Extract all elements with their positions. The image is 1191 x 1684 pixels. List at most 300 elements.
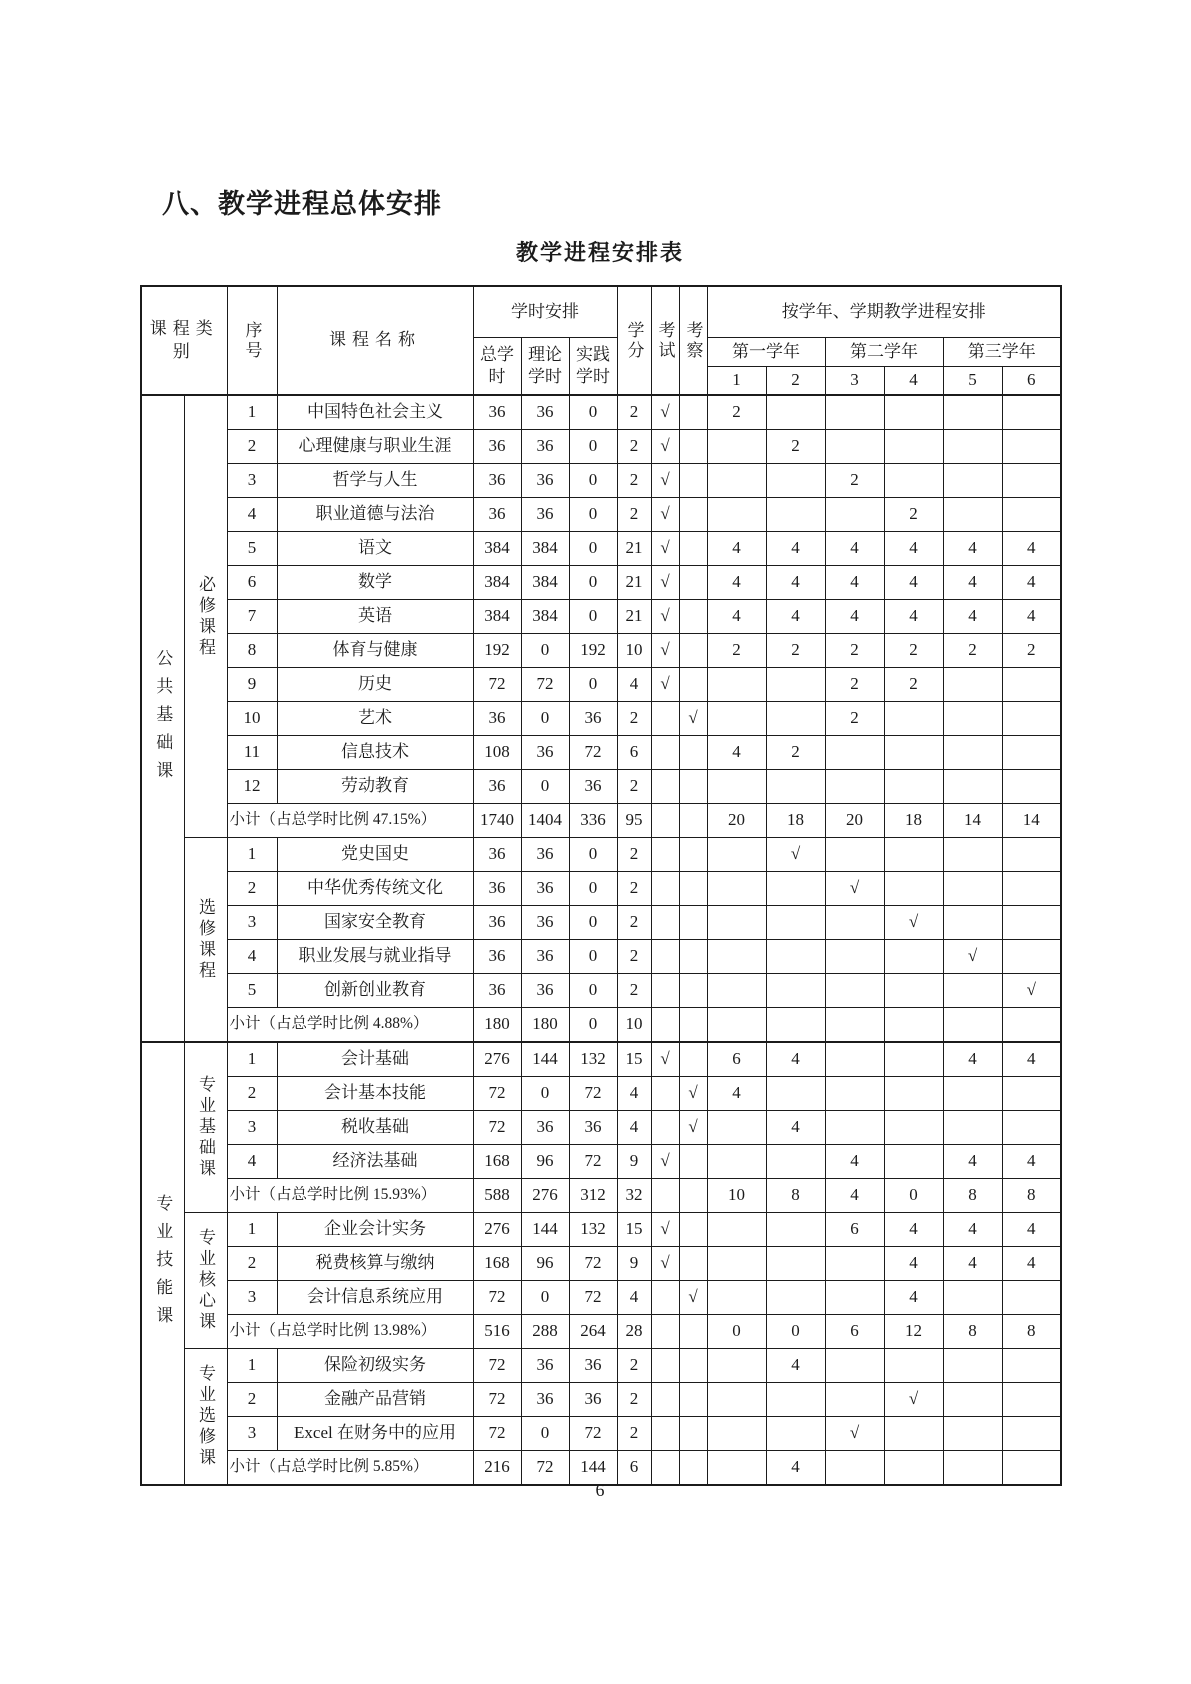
practice-hours-cell: 0 (569, 940, 617, 974)
page-number: 6 (595, 1480, 605, 1500)
semester-6-cell: 4 (1002, 532, 1061, 566)
total-hours-cell: 36 (473, 498, 521, 532)
total-hours-cell: 516 (473, 1315, 521, 1349)
practice-hours-cell: 0 (569, 1008, 617, 1043)
course-name-cell: 中国特色社会主义 (277, 395, 473, 430)
course-name-cell: 经济法基础 (277, 1145, 473, 1179)
subtotal-label-cell: 小计（占总学时比例 13.98%） (227, 1315, 473, 1349)
practice-hours-cell: 36 (569, 1349, 617, 1383)
exam-mark-cell (651, 1383, 679, 1417)
practice-hours-cell: 0 (569, 430, 617, 464)
theory-hours-cell: 36 (521, 1111, 569, 1145)
semester-5-cell (943, 1077, 1002, 1111)
semester-4-cell (884, 430, 943, 464)
assessment-mark-cell (679, 940, 707, 974)
seq-cell: 2 (227, 872, 277, 906)
seq-cell: 1 (227, 1042, 277, 1077)
semester-3-cell (825, 430, 884, 464)
course-row (141, 600, 1061, 634)
theory-hours-cell: 96 (521, 1145, 569, 1179)
total-hours-cell: 36 (473, 974, 521, 1008)
course-row (141, 532, 1061, 566)
header-exam-cell (651, 286, 679, 395)
semester-3-cell (825, 1349, 884, 1383)
semester-6-cell (1002, 1077, 1061, 1111)
table-title: 教学进程安排表 (515, 240, 684, 265)
theory-hours-cell: 36 (521, 395, 569, 430)
credits-cell: 21 (617, 566, 651, 600)
theory-hours-cell: 0 (521, 1281, 569, 1315)
semester-2-cell (766, 940, 825, 974)
semester-6-cell: 8 (1002, 1315, 1061, 1349)
seq-cell: 12 (227, 770, 277, 804)
seq-cell: 5 (227, 532, 277, 566)
practice-hours-cell: 264 (569, 1315, 617, 1349)
semester-3-cell (825, 974, 884, 1008)
subcategory-cell (184, 838, 227, 1043)
assessment-mark-cell (679, 1008, 707, 1043)
total-hours-cell: 36 (473, 430, 521, 464)
exam-mark-cell (651, 1008, 679, 1043)
semester-6-cell (1002, 838, 1061, 872)
exam-mark-cell (651, 974, 679, 1008)
semester-4-cell (884, 1077, 943, 1111)
semester-4-cell: 18 (884, 804, 943, 838)
semester-3-cell (825, 838, 884, 872)
semester-1-cell: 2 (707, 395, 766, 430)
course-row (141, 1213, 1061, 1247)
semester-6-cell: 4 (1002, 566, 1061, 600)
exam-mark-cell: √ (651, 464, 679, 498)
header-year-2-cell: 第二学年 (825, 338, 943, 367)
semester-2-cell (766, 906, 825, 940)
total-hours-cell: 72 (473, 1111, 521, 1145)
subcategory-cell (184, 1213, 227, 1349)
seq-cell: 10 (227, 702, 277, 736)
semester-3-cell: 2 (825, 668, 884, 702)
semester-3-cell (825, 1008, 884, 1043)
assessment-mark-cell (679, 1042, 707, 1077)
course-row (141, 702, 1061, 736)
seq-cell: 3 (227, 1281, 277, 1315)
semester-3-cell: 2 (825, 702, 884, 736)
semester-6-cell (1002, 395, 1061, 430)
total-hours-cell: 36 (473, 770, 521, 804)
assessment-mark-cell (679, 1145, 707, 1179)
subcategory-cell (184, 395, 227, 838)
seq-cell: 2 (227, 1247, 277, 1281)
seq-cell: 3 (227, 1417, 277, 1451)
header-theory-hours-cell: 理论学时 (521, 338, 569, 396)
practice-hours-cell: 36 (569, 1383, 617, 1417)
course-name-cell: 企业会计实务 (277, 1213, 473, 1247)
semester-5-cell (943, 702, 1002, 736)
semester-6-cell: 4 (1002, 1042, 1061, 1077)
semester-1-cell: 0 (707, 1315, 766, 1349)
course-name-cell: 税收基础 (277, 1111, 473, 1145)
semester-4-cell (884, 974, 943, 1008)
category-cell (141, 395, 184, 1042)
semester-6-cell: 2 (1002, 634, 1061, 668)
course-row (141, 1281, 1061, 1315)
practice-hours-cell: 0 (569, 464, 617, 498)
assessment-mark-cell: √ (679, 1111, 707, 1145)
semester-2-cell: 2 (766, 634, 825, 668)
semester-2-cell: 4 (766, 532, 825, 566)
semester-1-cell (707, 1349, 766, 1383)
semester-1-cell (707, 1008, 766, 1043)
theory-hours-cell: 276 (521, 1179, 569, 1213)
total-hours-cell: 384 (473, 532, 521, 566)
semester-2-cell (766, 395, 825, 430)
seq-cell: 6 (227, 566, 277, 600)
theory-hours-cell: 36 (521, 1383, 569, 1417)
semester-5-cell: 4 (943, 566, 1002, 600)
theory-hours-cell: 180 (521, 1008, 569, 1043)
total-hours-cell: 36 (473, 838, 521, 872)
course-row (141, 1111, 1061, 1145)
practice-hours-cell: 0 (569, 600, 617, 634)
total-hours-cell: 36 (473, 940, 521, 974)
semester-4-cell: 12 (884, 1315, 943, 1349)
assessment-mark-cell (679, 430, 707, 464)
semester-2-cell: 4 (766, 1042, 825, 1077)
credits-cell: 15 (617, 1213, 651, 1247)
credits-cell: 2 (617, 770, 651, 804)
credits-cell: 2 (617, 838, 651, 872)
seq-cell: 11 (227, 736, 277, 770)
theory-hours-cell: 36 (521, 464, 569, 498)
semester-3-cell (825, 1111, 884, 1145)
credits-cell: 6 (617, 736, 651, 770)
semester-2-cell (766, 1077, 825, 1111)
theory-hours-cell: 36 (521, 838, 569, 872)
assessment-mark-cell (679, 974, 707, 1008)
credits-cell: 6 (617, 1451, 651, 1486)
course-row (141, 1349, 1061, 1383)
total-hours-cell: 72 (473, 1077, 521, 1111)
exam-mark-cell: √ (651, 566, 679, 600)
exam-mark-cell (651, 1111, 679, 1145)
seq-cell: 3 (227, 464, 277, 498)
header-seq-label: 序号 (242, 320, 262, 361)
semester-3-cell (825, 1042, 884, 1077)
semester-2-cell (766, 1213, 825, 1247)
table-header (141, 286, 1061, 395)
course-row (141, 668, 1061, 702)
semester-2-cell (766, 1145, 825, 1179)
semester-5-cell: 4 (943, 1247, 1002, 1281)
exam-mark-cell (651, 1077, 679, 1111)
semester-3-cell (825, 1077, 884, 1111)
semester-1-cell (707, 906, 766, 940)
exam-mark-cell: √ (651, 634, 679, 668)
exam-mark-cell: √ (651, 498, 679, 532)
course-name-cell: 历史 (277, 668, 473, 702)
course-name-cell: 心理健康与职业生涯 (277, 430, 473, 464)
semester-5-cell: 4 (943, 600, 1002, 634)
seq-cell: 1 (227, 1349, 277, 1383)
semester-4-cell: 4 (884, 532, 943, 566)
theory-hours-cell: 36 (521, 906, 569, 940)
semester-5-cell (943, 668, 1002, 702)
credits-cell: 2 (617, 906, 651, 940)
theory-hours-cell: 384 (521, 532, 569, 566)
semester-4-cell: √ (884, 1383, 943, 1417)
theory-hours-cell: 384 (521, 566, 569, 600)
credits-cell: 2 (617, 430, 651, 464)
semester-1-cell (707, 838, 766, 872)
semester-1-cell (707, 1247, 766, 1281)
assessment-mark-cell (679, 736, 707, 770)
semester-1-cell (707, 1383, 766, 1417)
theory-hours-cell: 36 (521, 498, 569, 532)
semester-6-cell: 8 (1002, 1179, 1061, 1213)
exam-mark-cell: √ (651, 532, 679, 566)
section-heading: 八、教学进程总体安排 (162, 189, 442, 220)
course-row (141, 974, 1061, 1008)
total-hours-cell: 192 (473, 634, 521, 668)
semester-6-cell: 14 (1002, 804, 1061, 838)
semester-1-cell (707, 1281, 766, 1315)
semester-3-cell (825, 906, 884, 940)
theory-hours-cell: 36 (521, 940, 569, 974)
exam-mark-cell: √ (651, 668, 679, 702)
course-row (141, 872, 1061, 906)
course-name-cell: 语文 (277, 532, 473, 566)
semester-2-cell: 4 (766, 600, 825, 634)
course-name-cell: 会计基础 (277, 1042, 473, 1077)
header-exam-label: 考试 (655, 320, 675, 361)
subtotal-label-cell: 小计（占总学时比例 5.85%） (227, 1451, 473, 1486)
total-hours-cell: 108 (473, 736, 521, 770)
semester-6-cell (1002, 872, 1061, 906)
semester-1-cell (707, 464, 766, 498)
exam-mark-cell (651, 1179, 679, 1213)
course-name-cell: 税费核算与缴纳 (277, 1247, 473, 1281)
exam-mark-cell: √ (651, 1042, 679, 1077)
header-year-1-cell: 第一学年 (707, 338, 825, 367)
semester-5-cell: √ (943, 940, 1002, 974)
semester-2-cell: 18 (766, 804, 825, 838)
theory-hours-cell: 36 (521, 872, 569, 906)
semester-3-cell (825, 770, 884, 804)
theory-hours-cell: 36 (521, 430, 569, 464)
seq-cell: 2 (227, 1077, 277, 1111)
semester-5-cell: 4 (943, 1213, 1002, 1247)
subtotal-label-cell: 小计（占总学时比例 15.93%） (227, 1179, 473, 1213)
semester-3-cell: √ (825, 1417, 884, 1451)
theory-hours-cell: 144 (521, 1213, 569, 1247)
assessment-mark-cell (679, 770, 707, 804)
practice-hours-cell: 0 (569, 532, 617, 566)
semester-2-cell: 4 (766, 566, 825, 600)
semester-6-cell (1002, 736, 1061, 770)
course-name-cell: 艺术 (277, 702, 473, 736)
credits-cell: 2 (617, 872, 651, 906)
category-cell (141, 1042, 184, 1485)
semester-2-cell: 2 (766, 430, 825, 464)
semester-6-cell (1002, 770, 1061, 804)
semester-2-cell: 4 (766, 1111, 825, 1145)
theory-hours-cell: 288 (521, 1315, 569, 1349)
subtotal-row (141, 1179, 1061, 1213)
credits-cell: 9 (617, 1247, 651, 1281)
practice-hours-cell: 0 (569, 566, 617, 600)
semester-5-cell (943, 395, 1002, 430)
theory-hours-cell: 0 (521, 1077, 569, 1111)
assessment-mark-cell (679, 1417, 707, 1451)
seq-cell: 1 (227, 838, 277, 872)
total-hours-cell: 384 (473, 566, 521, 600)
course-name-cell: 职业道德与法治 (277, 498, 473, 532)
exam-mark-cell (651, 702, 679, 736)
credits-cell: 2 (617, 1383, 651, 1417)
semester-6-cell (1002, 1383, 1061, 1417)
practice-hours-cell: 0 (569, 872, 617, 906)
theory-hours-cell: 0 (521, 702, 569, 736)
semester-6-cell: 4 (1002, 600, 1061, 634)
semester-3-cell (825, 1281, 884, 1315)
semester-1-cell: 4 (707, 736, 766, 770)
header-sem-6-cell: 6 (1002, 367, 1061, 396)
subcategory-cell-label: 必修课程 (196, 574, 215, 659)
course-row (141, 395, 1061, 430)
semester-5-cell (943, 1383, 1002, 1417)
semester-1-cell (707, 872, 766, 906)
practice-hours-cell: 0 (569, 974, 617, 1008)
practice-hours-cell: 0 (569, 906, 617, 940)
semester-2-cell (766, 974, 825, 1008)
seq-cell: 2 (227, 1383, 277, 1417)
course-name-cell: 会计基本技能 (277, 1077, 473, 1111)
total-hours-cell: 180 (473, 1008, 521, 1043)
exam-mark-cell (651, 736, 679, 770)
seq-cell: 3 (227, 906, 277, 940)
practice-hours-cell: 72 (569, 1077, 617, 1111)
course-row (141, 770, 1061, 804)
header-sem-3-cell: 3 (825, 367, 884, 396)
course-name-cell: 信息技术 (277, 736, 473, 770)
course-row (141, 1042, 1061, 1077)
course-row (141, 498, 1061, 532)
semester-5-cell (943, 1281, 1002, 1315)
assessment-mark-cell (679, 1179, 707, 1213)
semester-5-cell (943, 498, 1002, 532)
semester-4-cell (884, 1008, 943, 1043)
seq-cell: 7 (227, 600, 277, 634)
seq-cell: 4 (227, 1145, 277, 1179)
assessment-mark-cell: √ (679, 702, 707, 736)
course-row (141, 1145, 1061, 1179)
semester-4-cell: 2 (884, 634, 943, 668)
semester-4-cell: 4 (884, 1281, 943, 1315)
header-sem-2-cell: 2 (766, 367, 825, 396)
header-practice-hours-cell: 实践学时 (569, 338, 617, 396)
practice-hours-cell: 36 (569, 770, 617, 804)
practice-hours-cell: 72 (569, 1281, 617, 1315)
semester-4-cell: 4 (884, 600, 943, 634)
course-row (141, 1417, 1061, 1451)
semester-3-cell: 4 (825, 600, 884, 634)
semester-5-cell (943, 770, 1002, 804)
semester-2-cell: 2 (766, 736, 825, 770)
assessment-mark-cell (679, 498, 707, 532)
course-row (141, 838, 1061, 872)
semester-1-cell: 20 (707, 804, 766, 838)
semester-6-cell (1002, 430, 1061, 464)
header-assessment-label: 考察 (683, 320, 703, 361)
semester-2-cell (766, 1247, 825, 1281)
total-hours-cell: 216 (473, 1451, 521, 1486)
subtotal-row (141, 1008, 1061, 1043)
exam-mark-cell: √ (651, 1145, 679, 1179)
semester-2-cell (766, 498, 825, 532)
total-hours-cell: 36 (473, 395, 521, 430)
credits-cell: 9 (617, 1145, 651, 1179)
theory-hours-cell: 384 (521, 600, 569, 634)
seq-cell: 1 (227, 1213, 277, 1247)
course-row (141, 1077, 1061, 1111)
credits-cell: 2 (617, 702, 651, 736)
assessment-mark-cell (679, 464, 707, 498)
practice-hours-cell: 0 (569, 498, 617, 532)
semester-6-cell (1002, 1111, 1061, 1145)
theory-hours-cell: 0 (521, 1417, 569, 1451)
exam-mark-cell (651, 1315, 679, 1349)
semester-3-cell (825, 498, 884, 532)
theory-hours-cell: 0 (521, 770, 569, 804)
semester-3-cell: 20 (825, 804, 884, 838)
table-body (141, 395, 1061, 1485)
semester-4-cell: 2 (884, 498, 943, 532)
header-credits-label: 学分 (624, 320, 644, 361)
semester-2-cell (766, 1008, 825, 1043)
subcategory-cell-label: 专业基础课 (196, 1075, 215, 1180)
practice-hours-cell: 336 (569, 804, 617, 838)
exam-mark-cell: √ (651, 430, 679, 464)
credits-cell: 4 (617, 668, 651, 702)
course-row (141, 430, 1061, 464)
course-row (141, 906, 1061, 940)
practice-hours-cell: 72 (569, 1247, 617, 1281)
course-row (141, 1383, 1061, 1417)
practice-hours-cell: 72 (569, 736, 617, 770)
semester-6-cell: √ (1002, 974, 1061, 1008)
course-name-cell: Excel 在财务中的应用 (277, 1417, 473, 1451)
credits-cell: 95 (617, 804, 651, 838)
course-row (141, 940, 1061, 974)
assessment-mark-cell (679, 906, 707, 940)
semester-5-cell: 2 (943, 634, 1002, 668)
credits-cell: 21 (617, 600, 651, 634)
credits-cell: 2 (617, 498, 651, 532)
course-name-cell: 会计信息系统应用 (277, 1281, 473, 1315)
semester-5-cell (943, 974, 1002, 1008)
header-course-category-label: 课程类别 (149, 319, 219, 361)
course-row (141, 1247, 1061, 1281)
seq-cell: 1 (227, 395, 277, 430)
assessment-mark-cell: √ (679, 1077, 707, 1111)
semester-1-cell: 4 (707, 1077, 766, 1111)
semester-2-cell (766, 770, 825, 804)
semester-2-cell: 8 (766, 1179, 825, 1213)
course-name-cell: 职业发展与就业指导 (277, 940, 473, 974)
theory-hours-cell: 36 (521, 736, 569, 770)
semester-4-cell (884, 940, 943, 974)
course-row (141, 566, 1061, 600)
course-row (141, 736, 1061, 770)
